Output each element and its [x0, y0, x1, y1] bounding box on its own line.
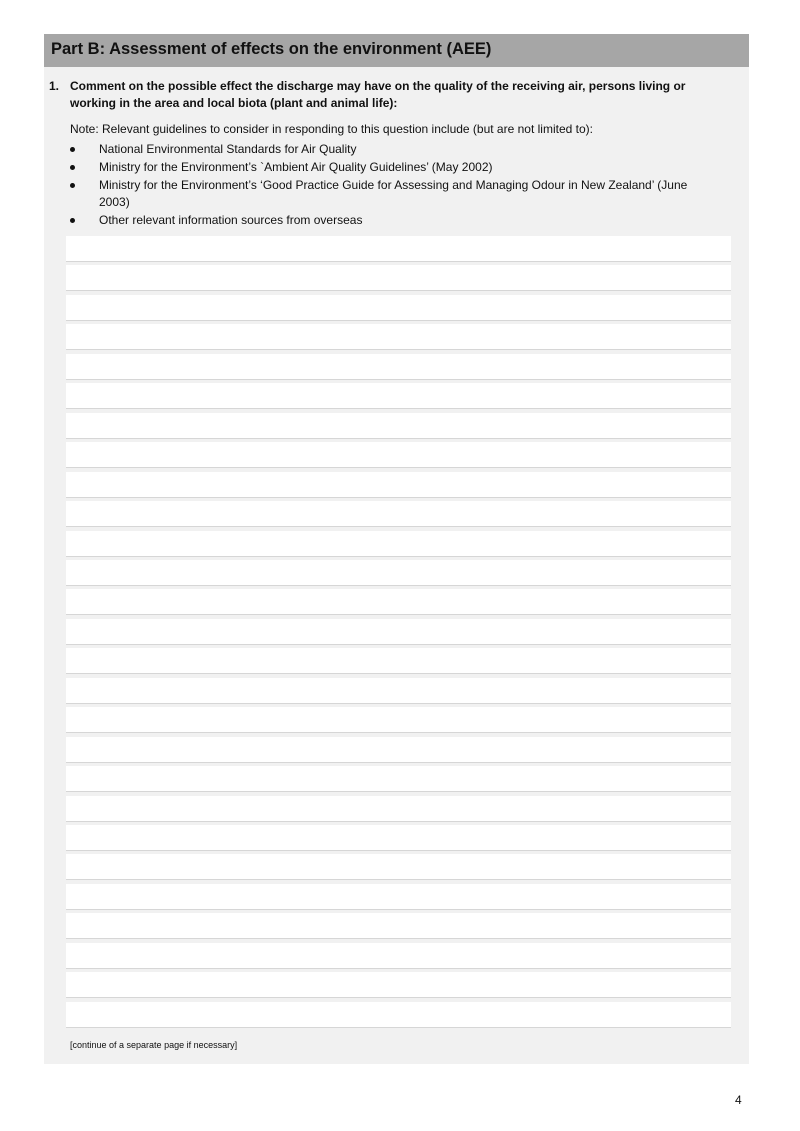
answer-line[interactable]	[66, 560, 731, 586]
question-number: 1.	[49, 79, 60, 93]
answer-line[interactable]	[66, 766, 731, 792]
guideline-text: Ministry for the Environment’s `Ambient Air Quality Guidelines’ (May 2002)	[99, 160, 493, 174]
guidelines-list	[44, 141, 749, 230]
section-header	[44, 34, 749, 67]
guidelines-note: Note: Relevant guidelines to consider in responding to this question include (but are not limited to):	[70, 122, 593, 136]
answer-line[interactable]	[66, 442, 731, 468]
page-number: 4	[735, 1093, 742, 1107]
bullet-icon	[70, 147, 75, 152]
guideline-item	[44, 212, 709, 229]
answer-line[interactable]	[66, 236, 731, 262]
question-text: Comment on the possible effect the discharge may have on the quality of the receiving air, persons living or working in the area and local biota (plant and animal life):	[70, 79, 686, 110]
bullet-icon	[70, 218, 75, 223]
guideline-item	[44, 177, 709, 211]
answer-line[interactable]	[66, 1002, 731, 1028]
guideline-text: Other relevant information sources from overseas	[99, 213, 363, 227]
guideline-text: National Environmental Standards for Air Quality	[99, 142, 357, 156]
answer-line[interactable]	[66, 972, 731, 998]
answer-line[interactable]	[66, 589, 731, 615]
answer-line[interactable]	[66, 295, 731, 321]
answer-line[interactable]	[66, 265, 731, 291]
guideline-item	[44, 141, 709, 158]
guideline-text: Ministry for the Environment’s ‘Good Practice Guide for Assessing and Managing Odour in New Zealand’ (June 2003)	[99, 178, 688, 209]
answer-area[interactable]	[66, 236, 731, 1029]
continue-note: [continue of a separate page if necessary]	[70, 1040, 238, 1050]
answer-line[interactable]	[66, 943, 731, 969]
bullet-icon	[70, 183, 75, 188]
answer-line[interactable]	[66, 472, 731, 498]
answer-line[interactable]	[66, 737, 731, 763]
guideline-item	[44, 159, 709, 176]
answer-line[interactable]	[66, 678, 731, 704]
part-b-section	[44, 34, 749, 1064]
section-title: Part B: Assessment of effects on the environment (AEE)	[51, 40, 492, 58]
answer-line[interactable]	[66, 354, 731, 380]
answer-line[interactable]	[66, 884, 731, 910]
answer-line[interactable]	[66, 913, 731, 939]
answer-line[interactable]	[66, 501, 731, 527]
answer-line[interactable]	[66, 707, 731, 733]
answer-line[interactable]	[66, 531, 731, 557]
answer-line[interactable]	[66, 324, 731, 350]
answer-line[interactable]	[66, 383, 731, 409]
bullet-icon	[70, 165, 75, 170]
answer-line[interactable]	[66, 854, 731, 880]
answer-line[interactable]	[66, 825, 731, 851]
answer-line[interactable]	[66, 413, 731, 439]
answer-line[interactable]	[66, 648, 731, 674]
answer-line[interactable]	[66, 619, 731, 645]
answer-line[interactable]	[66, 796, 731, 822]
